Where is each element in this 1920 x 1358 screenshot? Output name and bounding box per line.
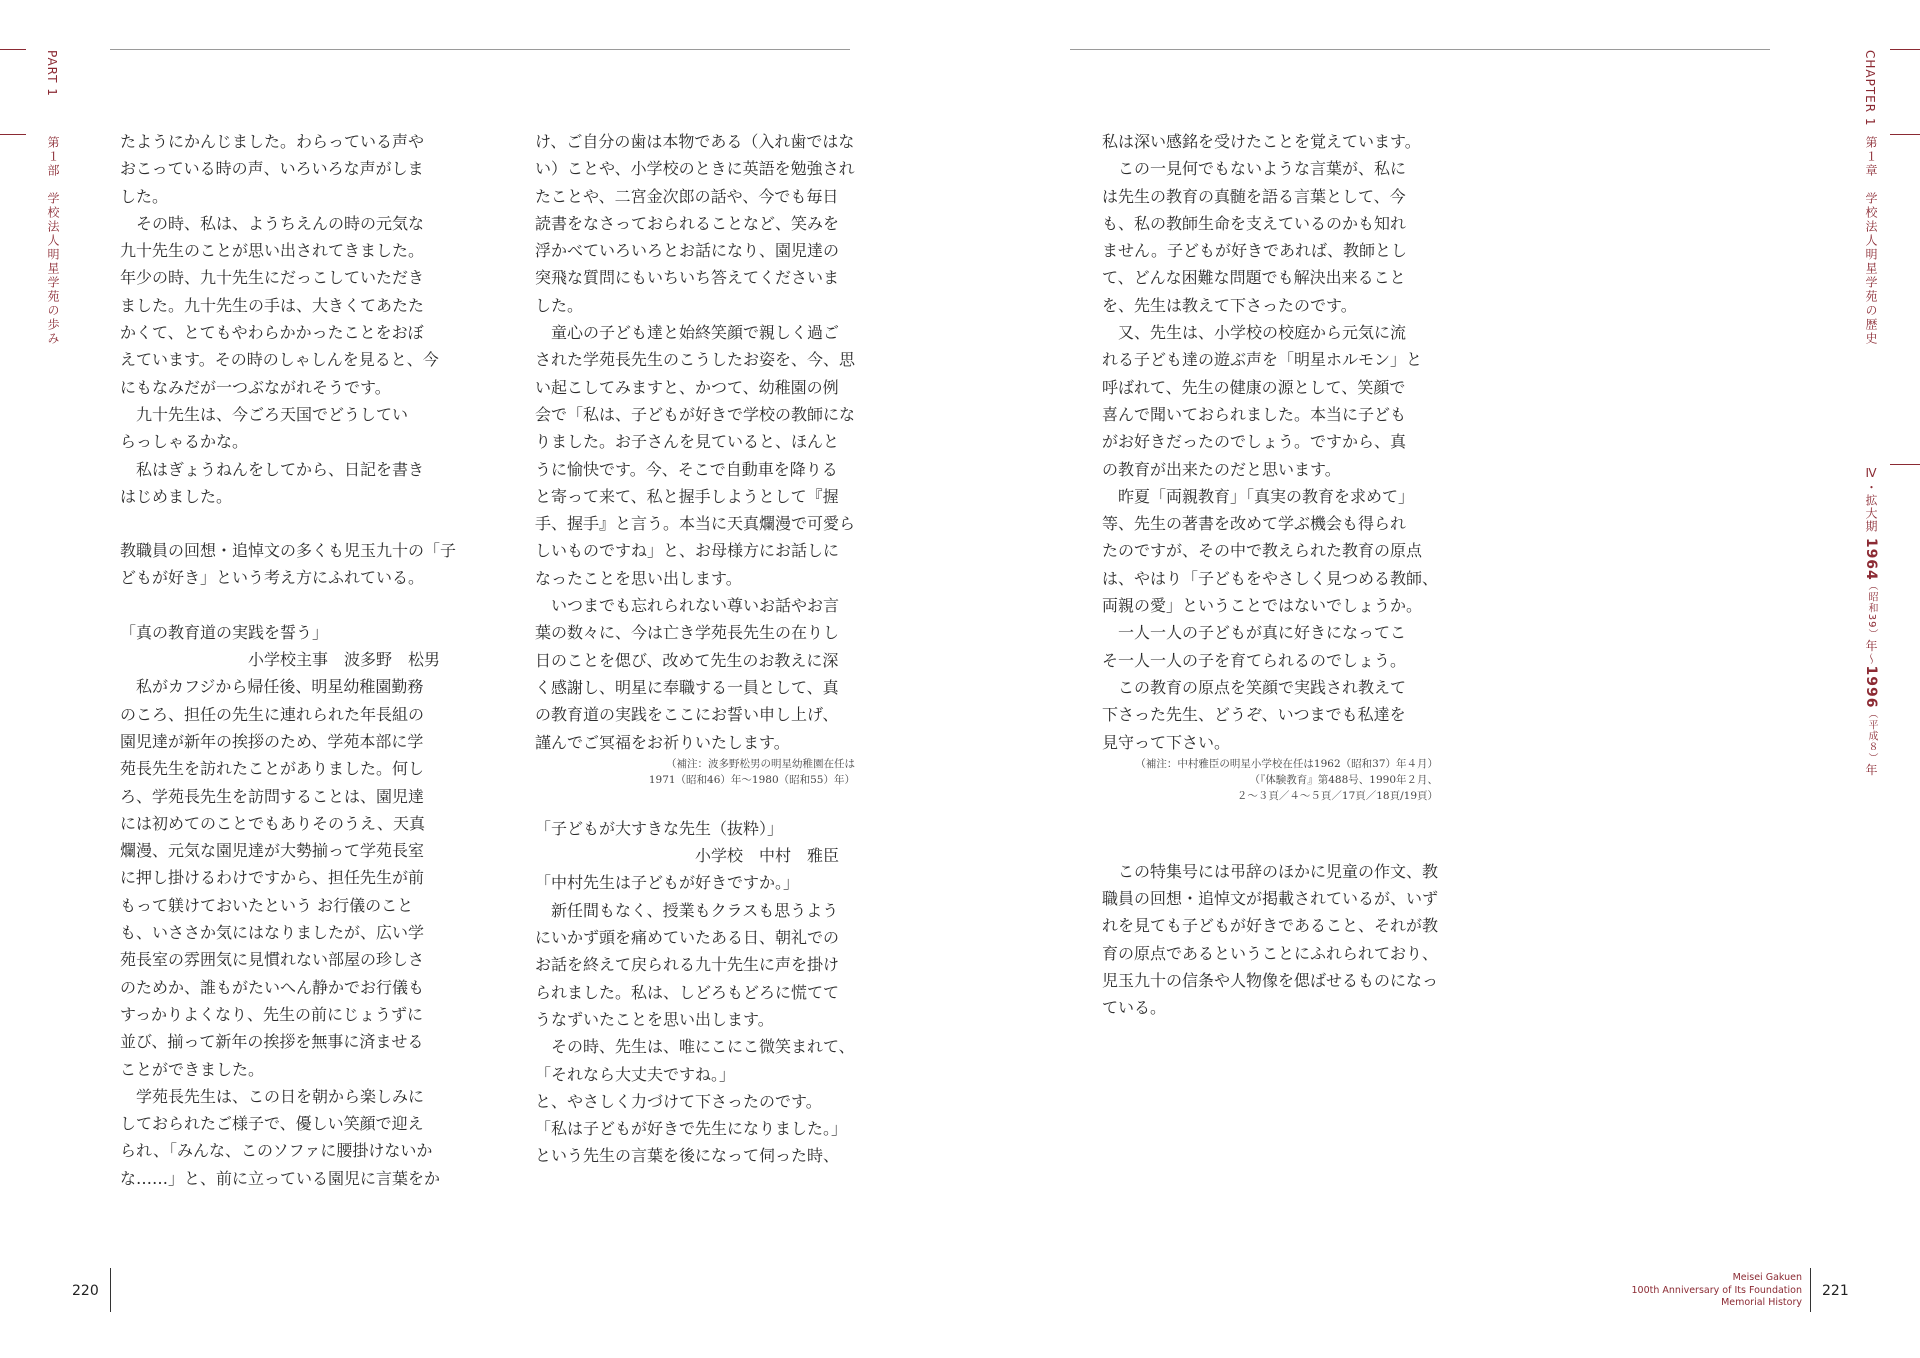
text-line: 私はぎょうねんをしてから、日記を書き: [120, 459, 425, 479]
text-line: この一見何でもないような言葉が、私に: [1102, 159, 1407, 179]
text-line: どもが好き」という考え方にふれている。: [120, 568, 425, 588]
text-line: 学苑長先生は、この日を朝から楽しみに: [120, 1086, 425, 1106]
text-line: 私がカフジから帰任後、明星幼稚園勤務: [120, 677, 424, 697]
text-line: うなずいたことを思い出します。: [535, 1009, 774, 1029]
top-rule: [110, 49, 850, 50]
text-line: 「子どもが大すきな先生（抜粋）」: [535, 818, 784, 838]
text-line: られました。私は、しどろもどろに慌てて: [535, 982, 840, 1002]
text-line: たのですが、その中で教えられた教育の原点: [1102, 541, 1423, 561]
side-section-title: 第１部 学校法人明星学苑の歩み: [46, 136, 60, 346]
paragraph-gap: [535, 788, 855, 815]
text-line: そ一人一人の子を育てられるのでしょう。: [1102, 650, 1407, 670]
text-line: 昨夏「両親教育」「真実の教育を求めて」: [1102, 486, 1415, 506]
text-line: おこっている時の声、いろいろな声がしま: [120, 159, 424, 179]
note-line: 1971（昭和46）年～1980（昭和55）年）: [648, 773, 855, 786]
text-line: しておられたご様子で、優しい笑顔で迎え: [120, 1114, 424, 1134]
period-prefix: Ⅳ・拡大期: [1864, 466, 1878, 538]
note-line: （補注：中村雅臣の明星小学校在任は1962（昭和37）年４月）: [1135, 757, 1439, 770]
paragraph-gap: [1102, 804, 1438, 831]
folio-divider: [110, 1268, 111, 1312]
text-line: うに愉快です。今、そこで自動車を降りる: [535, 459, 838, 479]
side-period-label: [1863, 466, 1880, 777]
text-line: 下さった先生、どうぞ、いつまでも私達を: [1102, 705, 1406, 725]
text-line: 年少の時、九十先生にだっこしていただき: [120, 268, 425, 288]
text-line: 葉の数々に、今は亡き学苑長先生の在りし: [535, 623, 840, 643]
text-line: と、やさしく力づけて下さったのです。: [535, 1091, 822, 1111]
text-line: も、いささか気にはなりましたが、広い学: [120, 923, 425, 943]
text-line: 苑長先生を訪れたことがありました。何し: [120, 759, 425, 779]
text-line: 「中村先生は子どもが好きですか。」: [535, 873, 800, 893]
text-line: 「私は子どもが好きで先生になりました。」: [535, 1119, 848, 1139]
text-line: て、どんな困難な問題でも解決出来ること: [1102, 268, 1406, 288]
text-line: ている。: [1102, 998, 1167, 1018]
text-line: ろ、学苑長先生を訪問することは、園児達: [120, 786, 425, 806]
text-line: く感謝し、明星に奉職する一員として、真: [535, 677, 839, 697]
side-part-label: PART 1: [45, 50, 59, 97]
text-line: の教育道の実践をここにお誓い申し上げ、: [535, 705, 839, 725]
page-number: 221: [1822, 1283, 1849, 1299]
text-line: えています。その時のしゃしんを見ると、今: [120, 350, 439, 370]
text-line: のためか、誰もがたいへん静かでお行儀も: [120, 977, 425, 997]
period-start-era: （昭和39）: [1866, 580, 1877, 640]
text-line: した。: [120, 186, 169, 206]
side-rule-period: [1890, 464, 1920, 465]
folio-divider: [1810, 1268, 1811, 1312]
text-line: 「それなら大丈夫ですね。」: [535, 1064, 736, 1084]
text-line: はじめました。: [120, 486, 233, 506]
text-line: 小学校 中村 雅臣: [535, 846, 840, 866]
text-line: 小学校主事 波多野 松男: [120, 650, 441, 670]
text-line: しいものですね」と、お母様方にお話しに: [535, 541, 840, 561]
text-line: なったことを思い出します。: [535, 568, 742, 588]
text-line: すっかりよくなり、先生の前にじょうずに: [120, 1004, 424, 1024]
text-line: 謹んでご冥福をお祈りいたします。: [535, 732, 790, 752]
text-line: 並び、揃って新年の挨拶を無事に済ませる: [120, 1032, 424, 1052]
text-line: がお好きだったのでしょう。ですから、真: [1102, 432, 1407, 452]
text-line: 読書をなさっておられることなど、笑みを: [535, 213, 840, 233]
text-line: 園児達が新年の挨拶のため、学苑本部に学: [120, 731, 424, 751]
text-line: この特集号には弔辞のほかに児童の作文、教: [1102, 861, 1439, 881]
period-end-year: 1996: [1863, 665, 1879, 709]
text-line: は、やはり「子どもをやさしく見つめる教師、: [1102, 568, 1439, 588]
period-end-era: （平成８）: [1866, 708, 1877, 764]
text-line: 等、先生の著書を改めて学ぶ機会も得られ: [1102, 514, 1407, 534]
page-number: 220: [72, 1283, 99, 1299]
text-line: は先生の教育の真髄を語る言葉として、今: [1102, 186, 1406, 206]
text-line: ません。子どもが好きであれば、教師とし: [1102, 241, 1407, 261]
paragraph-gap: [120, 592, 456, 619]
text-line: のころ、担任の先生に連れられた年長組の: [120, 704, 425, 724]
text-line: も、私の教師生命を支えているのかも知れ: [1102, 213, 1407, 233]
period-separator: 年～: [1864, 639, 1878, 666]
side-rule-part: [0, 49, 26, 50]
right-page: [960, 0, 1920, 1358]
annotation-note: [1102, 756, 1438, 804]
text-line: い）ことや、小学校のときに英語を勉強され: [535, 159, 855, 179]
text-column-2: [535, 128, 855, 1170]
text-line: られ、「みんな、このソファに腰掛けないか: [120, 1141, 433, 1161]
text-line: たようにかんじました。わらっている声や: [120, 132, 425, 151]
side-rule-title: [1890, 134, 1920, 135]
book-title-line: 100th Anniversary of Its Foundation: [1631, 1284, 1802, 1296]
text-line: もって躾けておいたという お行儀のこと: [120, 895, 414, 915]
text-line: 育の原点であるということにふれられており、: [1102, 943, 1439, 963]
text-line: たことや、二宮金次郎の話や、今でも毎日: [535, 186, 839, 206]
text-line: 呼ばれて、先生の健康の源として、笑顔で: [1102, 377, 1406, 397]
text-line: 童心の子ども達と始終笑顔で親しく過ご: [535, 323, 840, 343]
text-line: 又、先生は、小学校の校庭から元気に流: [1102, 323, 1407, 343]
text-line: 九十先生は、今ごろ天国でどうしてい: [120, 404, 409, 424]
text-line: 「真の教育道の実践を誓う」: [120, 622, 329, 642]
text-line: という先生の言葉を後になって伺った時、: [535, 1146, 840, 1166]
period-suffix: 年: [1864, 763, 1878, 777]
text-line: 一人一人の子どもが真に好きになってこ: [1102, 623, 1407, 643]
side-chapter-label: CHAPTER 1: [1863, 50, 1877, 127]
text-line: 新任間もなく、授業もクラスも思うよう: [535, 900, 839, 920]
annotation-note: [535, 756, 855, 788]
text-line: れる子ども達の遊ぶ声を「明星ホルモン」と: [1102, 350, 1423, 370]
side-rule-chapter: [1890, 49, 1920, 50]
paragraph-gap: [1102, 831, 1438, 858]
text-line: と寄って来て、私と握手しようとして『握: [535, 486, 839, 506]
text-line: 教職員の回想・追悼文の多くも児玉九十の「子: [120, 541, 457, 561]
text-line: 浮かべていろいろとお話になり、園児達の: [535, 241, 840, 261]
text-line: を、先生は教えて下さったのです。: [1102, 295, 1357, 315]
text-line: にもなみだが一つぶながれそうです。: [120, 377, 391, 397]
side-chapter-title: 第１章 学校法人明星学苑の歴史: [1864, 136, 1878, 346]
book-title-line: Meisei Gakuen: [1732, 1272, 1802, 1283]
text-line: の教育が出来たのだと思います。: [1102, 459, 1341, 479]
text-line: ました。九十先生の手は、大きくてあたた: [120, 295, 425, 315]
note-line: ２～３頁／４～５頁／17頁／18頁/19頁）: [1236, 789, 1439, 802]
text-line: 手、握手』と言う。本当に天真爛漫で可愛ら: [535, 514, 856, 534]
text-line: 喜んで聞いておられました。本当に子ども: [1102, 404, 1407, 424]
text-line: 日のことを偲び、改めて先生のお教えに深: [535, 650, 839, 670]
text-line: その時、私は、ようちえんの時の元気な: [120, 213, 425, 233]
text-line: いつまでも忘れられない尊いお話やお言: [535, 596, 840, 616]
text-line: 職員の回想・追悼文が掲載されているが、いず: [1102, 889, 1439, 909]
text-line: 見守って下さい。: [1102, 732, 1231, 752]
text-line: 児玉九十の信条や人物像を偲ばせるものになっ: [1102, 971, 1439, 991]
text-line: 私は深い感銘を受けたことを覚えています。: [1102, 132, 1421, 151]
text-line: 爛漫、元気な園児達が大勢揃って学苑長室: [120, 841, 425, 861]
note-line: （『体験教育』第488号、1990年２月、: [1249, 773, 1439, 786]
text-column-3: [1102, 128, 1438, 1022]
top-rule: [1070, 49, 1770, 50]
text-line: に押し掛けるわけですから、担任先生が前: [120, 868, 425, 888]
text-line: らっしゃるかな。: [120, 432, 249, 452]
book-title: [1632, 1272, 1802, 1310]
book-title-line: Memorial History: [1721, 1297, 1802, 1308]
text-column-1: [120, 128, 456, 1192]
text-line: にいかず頭を痛めていたある日、朝礼での: [535, 928, 840, 948]
text-line: な……」と、前に立っている園児に言葉をか: [120, 1168, 441, 1188]
text-line: された学苑長先生のこうしたお姿を、今、思: [535, 350, 856, 370]
text-line: ことができました。: [120, 1059, 265, 1079]
text-line: 会で「私は、子どもが好きで学校の教師にな: [535, 404, 856, 424]
period-start-year: 1964: [1863, 537, 1879, 581]
text-line: 突飛な質問にもいちいち答えてくださいま: [535, 268, 840, 288]
text-line: その時、先生は、唯にこにこ微笑まれて、: [535, 1037, 855, 1057]
side-rule-title: [0, 134, 26, 135]
text-line: 苑長室の雰囲気に見慣れない部屋の珍しさ: [120, 950, 425, 970]
text-line: りました。お子さんを見ていると、ほんと: [535, 432, 840, 452]
text-line: には初めてのことでもありそのうえ、天真: [120, 813, 425, 833]
text-line: 九十先生のことが思い出されてきました。: [120, 241, 425, 261]
text-line: した。: [535, 295, 584, 315]
text-line: お話を終えて戻られる九十先生に声を掛け: [535, 955, 840, 975]
text-line: い起こしてみますと、かつて、幼稚園の例: [535, 377, 839, 397]
text-line: れを見ても子どもが好きであること、それが教: [1102, 916, 1439, 936]
text-line: け、ご自分の歯は本物である（入れ歯ではな: [535, 132, 855, 151]
text-line: かくて、とてもやわらかかったことをおぼ: [120, 323, 424, 343]
note-line: （補注：波多野松男の明星幼稚園在任は: [666, 757, 855, 770]
text-line: この教育の原点を笑顔で実践され教えて: [1102, 677, 1407, 697]
text-line: 両親の愛」ということではないでしょうか。: [1102, 596, 1423, 616]
paragraph-gap: [120, 510, 456, 537]
